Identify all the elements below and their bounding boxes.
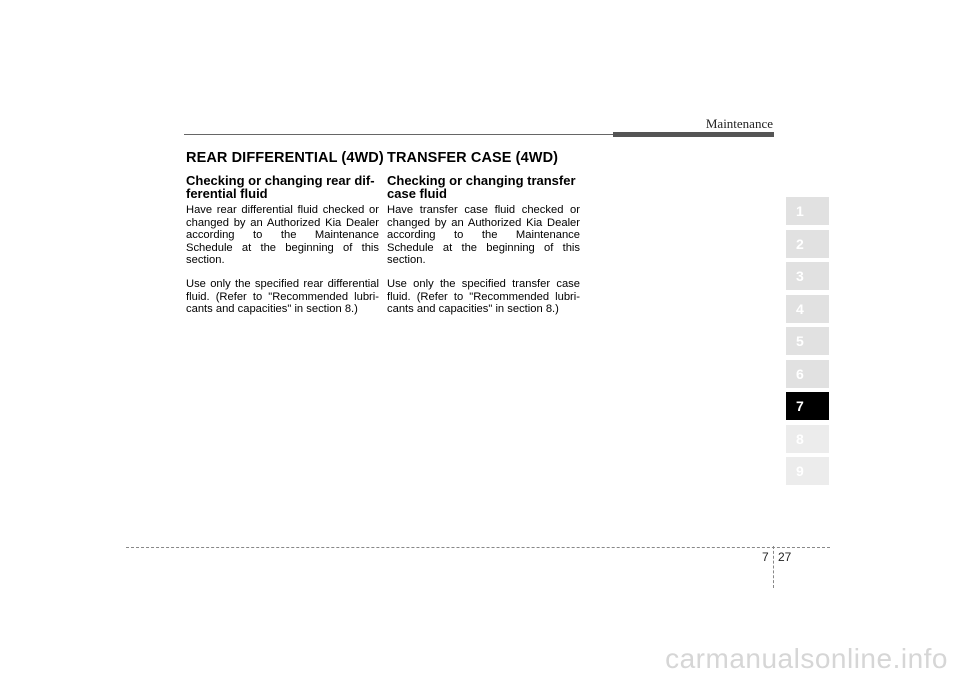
footer-rule (126, 547, 830, 548)
rear-differential-heading: REAR DIFFERENTIAL (4WD) (186, 150, 384, 166)
chapter-tab-5[interactable]: 5 (786, 327, 829, 355)
transfer-case-paragraph-2: Use only the specified transfer case fluid. (Refer to "Recommended lubri-cants and capacities" in section 8.) (387, 277, 580, 316)
chapter-tab-4[interactable]: 4 (786, 295, 829, 323)
rear-differential-paragraph-1: Have rear differential fluid checked or changed by an Authorized Kia Dealer according to the Maintenance Schedule at the beginning of this section. (186, 204, 379, 267)
chapter-tab-7-active[interactable]: 7 (786, 392, 829, 420)
page-chapter-number: 7 (762, 550, 769, 564)
chapter-tab-3[interactable]: 3 (786, 262, 829, 290)
header-rule-accent (613, 132, 774, 137)
transfer-case-column (387, 150, 580, 327)
chapter-tab-9[interactable]: 9 (786, 457, 829, 485)
page-number-separator (773, 546, 774, 588)
transfer-case-paragraph-1: Have transfer case fluid checked or changed by an Authorized Kia Dealer according to the Maintenance Schedule at the beginning of this section. (387, 204, 580, 267)
rear-differential-subheading: Checking or changing rear dif-ferential fluid (186, 173, 375, 201)
page-number-value: 27 (778, 550, 792, 564)
transfer-case-subheading: Checking or changing transfer case fluid (387, 173, 576, 201)
watermark: carmanualsonline.info (665, 643, 948, 674)
chapter-tab-2[interactable]: 2 (786, 230, 829, 258)
chapter-tab-1[interactable]: 1 (786, 197, 829, 225)
chapter-tab-6[interactable]: 6 (786, 360, 829, 388)
chapter-tabs (786, 197, 829, 490)
transfer-case-heading: TRANSFER CASE (4WD) (387, 150, 559, 166)
chapter-tab-8[interactable]: 8 (786, 425, 829, 453)
rear-differential-paragraph-2: Use only the specified rear differential fluid. (Refer to "Recommended lubri-cants and capacities" in section 8.) (186, 277, 379, 316)
rear-differential-column (186, 150, 384, 327)
section-title: Maintenance (705, 116, 773, 131)
